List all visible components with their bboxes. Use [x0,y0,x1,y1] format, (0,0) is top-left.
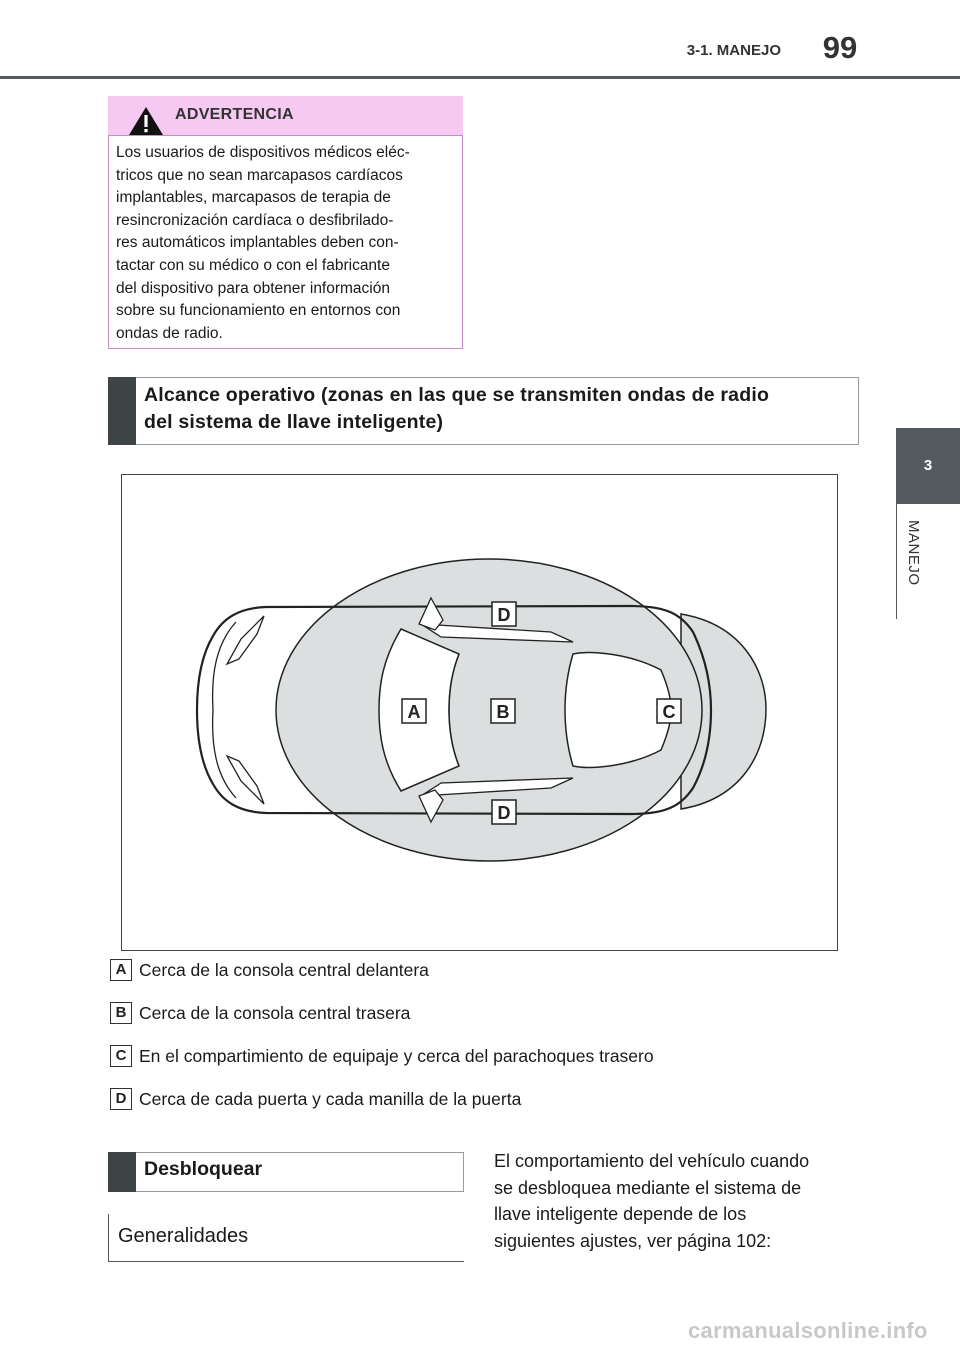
section-header-bar [108,1152,136,1192]
legend-text-a: Cerca de la consola central delantera [139,960,429,980]
legend-text-b: Cerca de la consola central trasera [139,1003,411,1023]
warning-line: sobre su funcionamiento en entornos con [116,302,401,320]
paragraph-line: se desbloquea mediante el sistema de [494,1177,802,1198]
legend-text-d: Cerca de cada puerta y cada manilla de la puerta [139,1089,522,1109]
front-hood-line [213,622,236,798]
rear-window [565,653,671,768]
subsection-title-general: Generalidades [118,1225,249,1247]
paragraph-line: siguientes ajustes, ver página 102: [494,1230,772,1251]
subsection-left-rule [108,1214,109,1262]
legend-badge-b: B [110,1002,132,1024]
legend-badge-a: A [110,959,132,981]
zone-label-a: A [407,702,421,722]
unlock-description [494,1148,854,1254]
warning-line: tricos que no sean marcapasos cardíacos [116,166,403,184]
chapter-tab-label: MANEJO [905,520,922,586]
legend-badge-d: D [110,1088,132,1110]
warning-triangle-icon [128,106,164,141]
watermark: carmanualsonline.info [688,1318,928,1343]
zone-label-c: C [662,702,676,722]
warning-line: ondas de radio. [116,324,223,342]
paragraph-line: El comportamiento del vehículo cuando [494,1151,810,1171]
header-divider [0,76,960,79]
warning-title: ADVERTENCIA [175,106,294,123]
warning-text [116,142,461,345]
chapter-tab[interactable]: 3 [896,428,960,504]
front-left-light [227,616,264,664]
paragraph-line: llave inteligente depende de los [494,1204,747,1224]
warning-line: res automáticos implantables deben con- [116,234,399,252]
warning-line: Los usuarios de dispositivos médicos eléc- [116,144,410,161]
header-section-title: 3-1. MANEJO [686,42,781,59]
warning-line: implantables, marcapasos de terapia de [116,189,391,207]
legend-text-c: En el compartimiento de equipaje y cerca del parachoques trasero [139,1046,654,1066]
section-title-unlock: Desbloquear [144,1158,263,1180]
chapter-tab-divider [896,504,897,619]
section-title-line: Alcance operativo (zonas en las que se transmiten ondas de radio [144,384,770,406]
warning-line: del dispositivo para obtener información [116,279,390,297]
subsection-bottom-rule [108,1261,464,1262]
section-header-bar [108,377,136,445]
zone-label-d-bottom: D [497,803,511,823]
legend-badge-c: C [110,1045,132,1067]
page-number: 99 [822,30,858,65]
zone-label-d-top: D [497,605,511,625]
front-right-light [227,756,264,804]
warning-line: tactar con su médico o con el fabricante [116,256,390,274]
section-title-operating-range [144,382,849,436]
car-range-diagram [121,474,838,951]
warning-line: resincronización cardíaca o desfibrilado- [116,211,394,229]
zone-label-b: B [496,702,510,722]
section-title-line: del sistema de llave inteligente) [144,411,444,433]
